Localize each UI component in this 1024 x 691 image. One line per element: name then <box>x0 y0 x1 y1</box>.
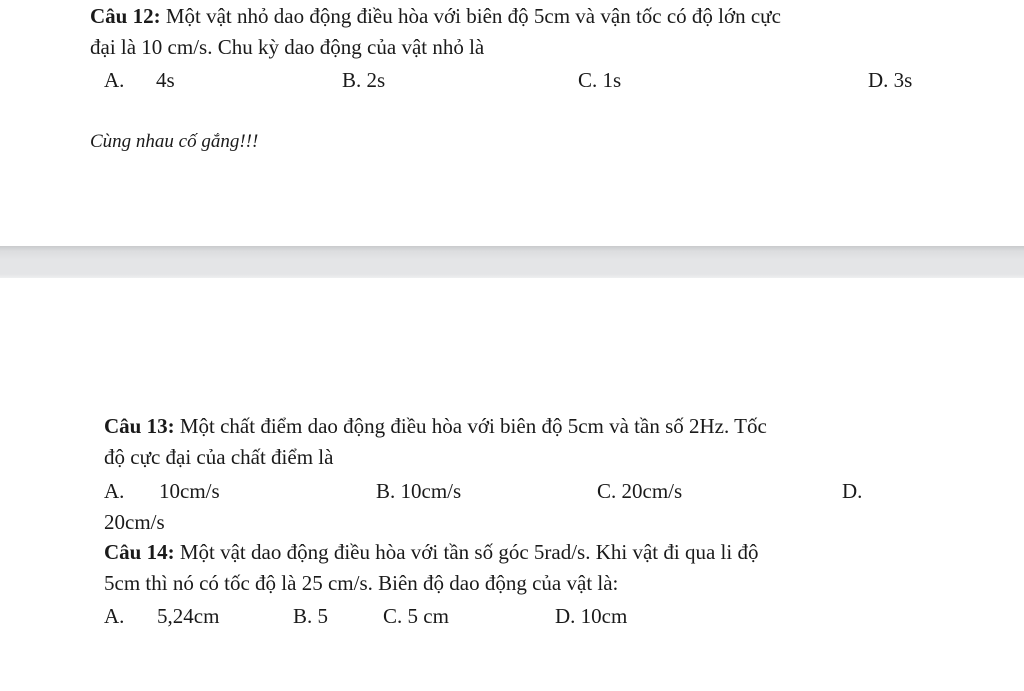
q14-line-1 <box>104 538 758 566</box>
q12-option-c-letter: C. <box>578 68 598 92</box>
q12-text-1: Một vật nhỏ dao động điều hòa với biên độ 5cm và vận tốc có độ lớn cực <box>160 4 781 28</box>
q14-option-c-text: 5 cm <box>407 604 449 628</box>
q14-option-b <box>293 602 328 630</box>
q12-option-a <box>104 66 175 94</box>
q13-option-b-letter: B. <box>376 479 396 503</box>
q12-text-2: đại là 10 cm/s. Chu kỳ dao động của vật nhỏ là <box>90 35 485 59</box>
q12-line-2 <box>90 33 484 61</box>
q12-option-b <box>342 66 385 94</box>
q13-line-1 <box>104 412 767 440</box>
q12-label: Câu 12: <box>90 4 161 28</box>
q14-text-2: 5cm thì nó có tốc độ là 25 cm/s. Biên độ dao động của vật là: <box>104 571 619 595</box>
q14-line-2 <box>104 569 618 597</box>
q13-option-a-letter: A. <box>104 479 125 503</box>
page-separator <box>0 246 1024 278</box>
q12-option-c-text: 1s <box>602 68 622 92</box>
q13-option-b <box>376 477 461 505</box>
q13-option-a <box>104 477 220 505</box>
q12-option-a-letter: A. <box>104 68 125 92</box>
q13-option-d-wrap: 20cm/s <box>104 510 165 534</box>
q12-option-b-letter: B. <box>342 68 362 92</box>
q14-option-a <box>104 602 219 630</box>
q13-option-c <box>597 477 682 505</box>
q14-option-a-text: 5,24cm <box>157 604 220 628</box>
page-bottom <box>0 278 1024 691</box>
q14-option-b-text: 5 <box>317 604 329 628</box>
motto-text: Cùng nhau cố gắng!!! <box>90 131 259 152</box>
q13-option-c-text: 20cm/s <box>621 479 683 503</box>
q14-label: Câu 14: <box>104 540 175 564</box>
q13-label: Câu 13: <box>104 414 175 438</box>
q14-option-d <box>555 602 627 630</box>
q13-option-d-letter: D. <box>842 479 863 503</box>
q14-option-b-letter: B. <box>293 604 313 628</box>
q12-option-a-text: 4s <box>156 68 175 92</box>
page-top <box>0 0 1024 246</box>
q13-text-1: Một chất điểm dao động điều hòa với biên độ 5cm và tần số 2Hz. Tốc <box>174 414 767 438</box>
q13-option-b-text: 10cm/s <box>400 479 462 503</box>
q13-option-a-text: 10cm/s <box>159 479 220 503</box>
q13-option-d <box>842 477 862 505</box>
q12-option-d-letter: D. <box>868 68 889 92</box>
q14-option-a-letter: A. <box>104 604 125 628</box>
q12-line-1 <box>90 2 781 30</box>
q14-option-d-letter: D. <box>555 604 576 628</box>
q13-line-2 <box>104 443 333 471</box>
q13-option-c-letter: C. <box>597 479 617 503</box>
q12-option-c <box>578 66 621 94</box>
q13-text-2: độ cực đại của chất điểm là <box>104 445 334 469</box>
q12-option-d-text: 3s <box>893 68 913 92</box>
q14-option-d-text: 10cm <box>580 604 628 628</box>
q12-option-b-text: 2s <box>366 68 386 92</box>
q14-text-1: Một vật dao động điều hòa với tần số góc 5rad/s. Khi vật đi qua li độ <box>174 540 759 564</box>
q12-option-d <box>868 66 912 94</box>
q14-option-c-letter: C. <box>383 604 403 628</box>
q14-option-c <box>383 602 449 630</box>
